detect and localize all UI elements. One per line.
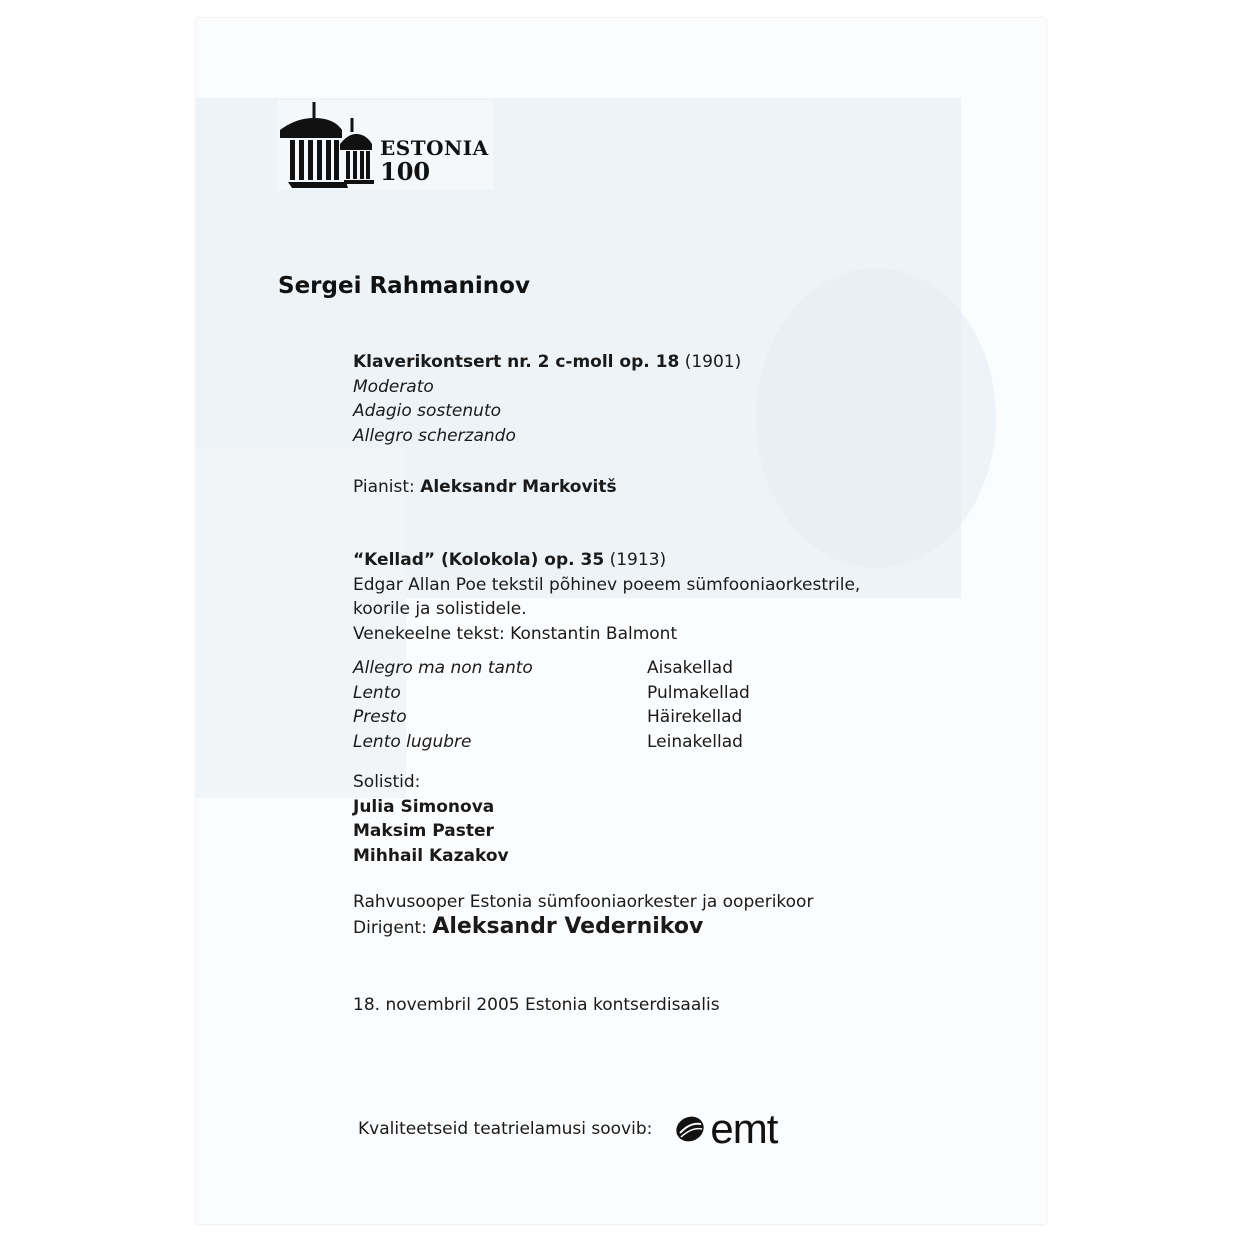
work-2-year: (1913) [609, 550, 667, 570]
work-1-movement: Adagio sostenuto [353, 401, 502, 421]
work-2-description: Edgar Allan Poe tekstil põhinev poeem sümfooniaorkestrile, [353, 574, 861, 595]
work-1-movement: Moderato [353, 376, 434, 397]
estonia-theatre-logo-icon [276, 100, 376, 192]
movement-tempo: Allegro ma non tanto [353, 658, 533, 678]
movement-row [353, 681, 750, 706]
movement-row [353, 656, 750, 681]
date-venue: 18. novembril 2005 Estonia kontserdisaalis [353, 995, 720, 1015]
movement-tempo: Lento [353, 682, 401, 703]
movement-title: Pulmakellad [647, 682, 750, 703]
work-1-movement: Allegro scherzando [353, 425, 516, 446]
pianist-line [353, 475, 617, 500]
work-2-text-credit: Venekeelne tekst: Konstantin Balmont [353, 623, 678, 644]
work-2-heading [353, 548, 860, 573]
soloist-name: Maksim Paster [353, 821, 494, 841]
pianist-label: Pianist: [353, 477, 415, 497]
emt-logo-icon [674, 1114, 706, 1144]
work-1-heading [353, 350, 741, 375]
sponsor-text: Kvaliteetseid teatrielamusi soovib: [358, 1119, 653, 1139]
sponsor-line [358, 1105, 778, 1152]
work-2 [353, 548, 860, 646]
emt-logo [674, 1105, 778, 1152]
background-shape [756, 268, 996, 568]
movement-tempo: Presto [353, 707, 407, 727]
soloists-label: Solistid: [353, 772, 421, 792]
pianist-name: Aleksandr Markovitš [420, 477, 617, 497]
work-2-description: koorile ja solistidele. [353, 599, 527, 619]
logo-line-1: ESTONIA [380, 136, 489, 160]
conductor-line [353, 915, 813, 941]
conductor-label: Dirigent: [353, 917, 427, 938]
composer-name: Sergei Rahmaninov [278, 273, 530, 299]
program-page [196, 18, 1046, 1224]
soloists [353, 770, 509, 868]
performers [353, 890, 813, 940]
movement-title: Aisakellad [647, 658, 733, 678]
conductor-name: Aleksandr Vedernikov [432, 913, 704, 939]
work-2-title: “Kellad” (Kolokola) op. 35 [353, 550, 605, 570]
work-2-movements [353, 656, 750, 754]
movement-title: Häirekellad [647, 707, 743, 727]
movement-row [353, 705, 750, 730]
movement-title: Leinakellad [647, 731, 743, 752]
soloist-name: Julia Simonova [353, 796, 495, 817]
movement-tempo: Lento lugubre [353, 731, 472, 752]
work-1-year: (1901) [684, 352, 742, 372]
logo-line-2: 100 [380, 157, 431, 186]
emt-wordmark: emt [710, 1105, 778, 1152]
soloist-name: Mihhail Kazakov [353, 845, 509, 866]
logo-wordmark [380, 136, 489, 184]
movement-row [353, 730, 750, 755]
work-1 [353, 350, 741, 448]
orchestra-name: Rahvusooper Estonia sümfooniaorkester ja ooperikoor [353, 892, 814, 912]
work-1-title: Klaverikontsert nr. 2 c-moll op. 18 [353, 352, 680, 372]
